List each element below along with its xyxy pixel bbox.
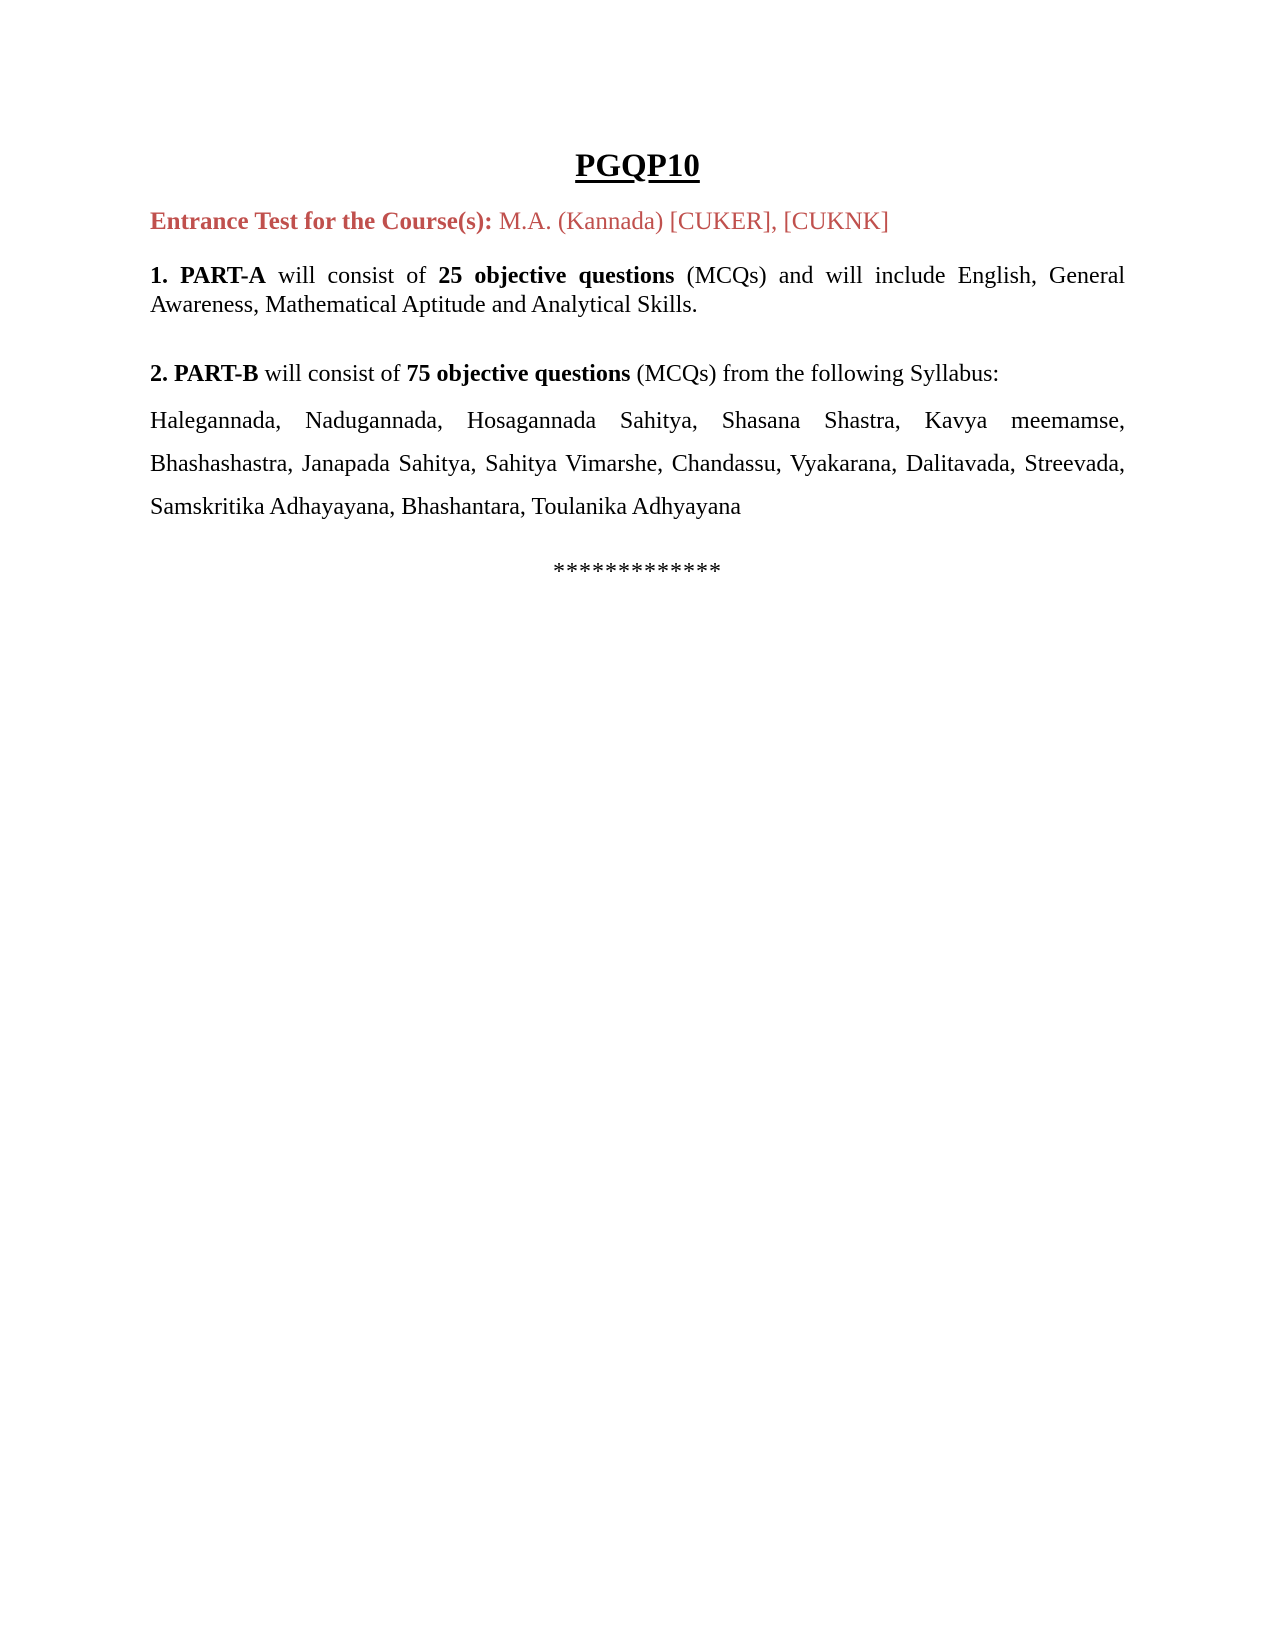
part-a-count: 25 objective questions: [438, 263, 675, 289]
part-a-number: 1.: [150, 263, 168, 289]
part-b-number: 2.: [150, 361, 168, 387]
course-line: [150, 206, 1125, 238]
part-a-paragraph: [150, 262, 1125, 320]
part-b-text-1: will consist of: [258, 361, 407, 387]
course-value: M.A. (Kannada) [CUKER], [CUKNK]: [492, 208, 890, 235]
course-label: Entrance Test for the Course(s):: [150, 208, 493, 235]
end-marker: *************: [553, 559, 722, 585]
syllabus-list: Halegannada, Nadugannada, Hosagannada Sahitya, Shasana Shastra, Kavya meemamse, Bhashashastra, Janapada Sahitya, Sahitya Vimarshe, Chandassu, Vyakarana, Dalitavada, Streevada, Samskritika Adhayayana, Bhashantara, Toulanika Adhyayana: [150, 408, 1125, 520]
part-b-text-2: (MCQs) from the following Syllabus:: [630, 361, 1000, 387]
page-title: PGQP10: [575, 148, 700, 184]
part-b-count: 75 objective questions: [406, 361, 631, 387]
document-page: [150, 146, 1125, 587]
part-b-paragraph: [150, 360, 1125, 389]
part-a-text-2: (MCQs) and will include English, General Awareness, Mathematical Aptitude and Analytical Skills.: [150, 263, 1126, 318]
part-a-text-1: will consist of: [265, 263, 439, 289]
part-b-name: PART-B: [174, 361, 259, 387]
part-a-name: PART-A: [180, 263, 266, 289]
